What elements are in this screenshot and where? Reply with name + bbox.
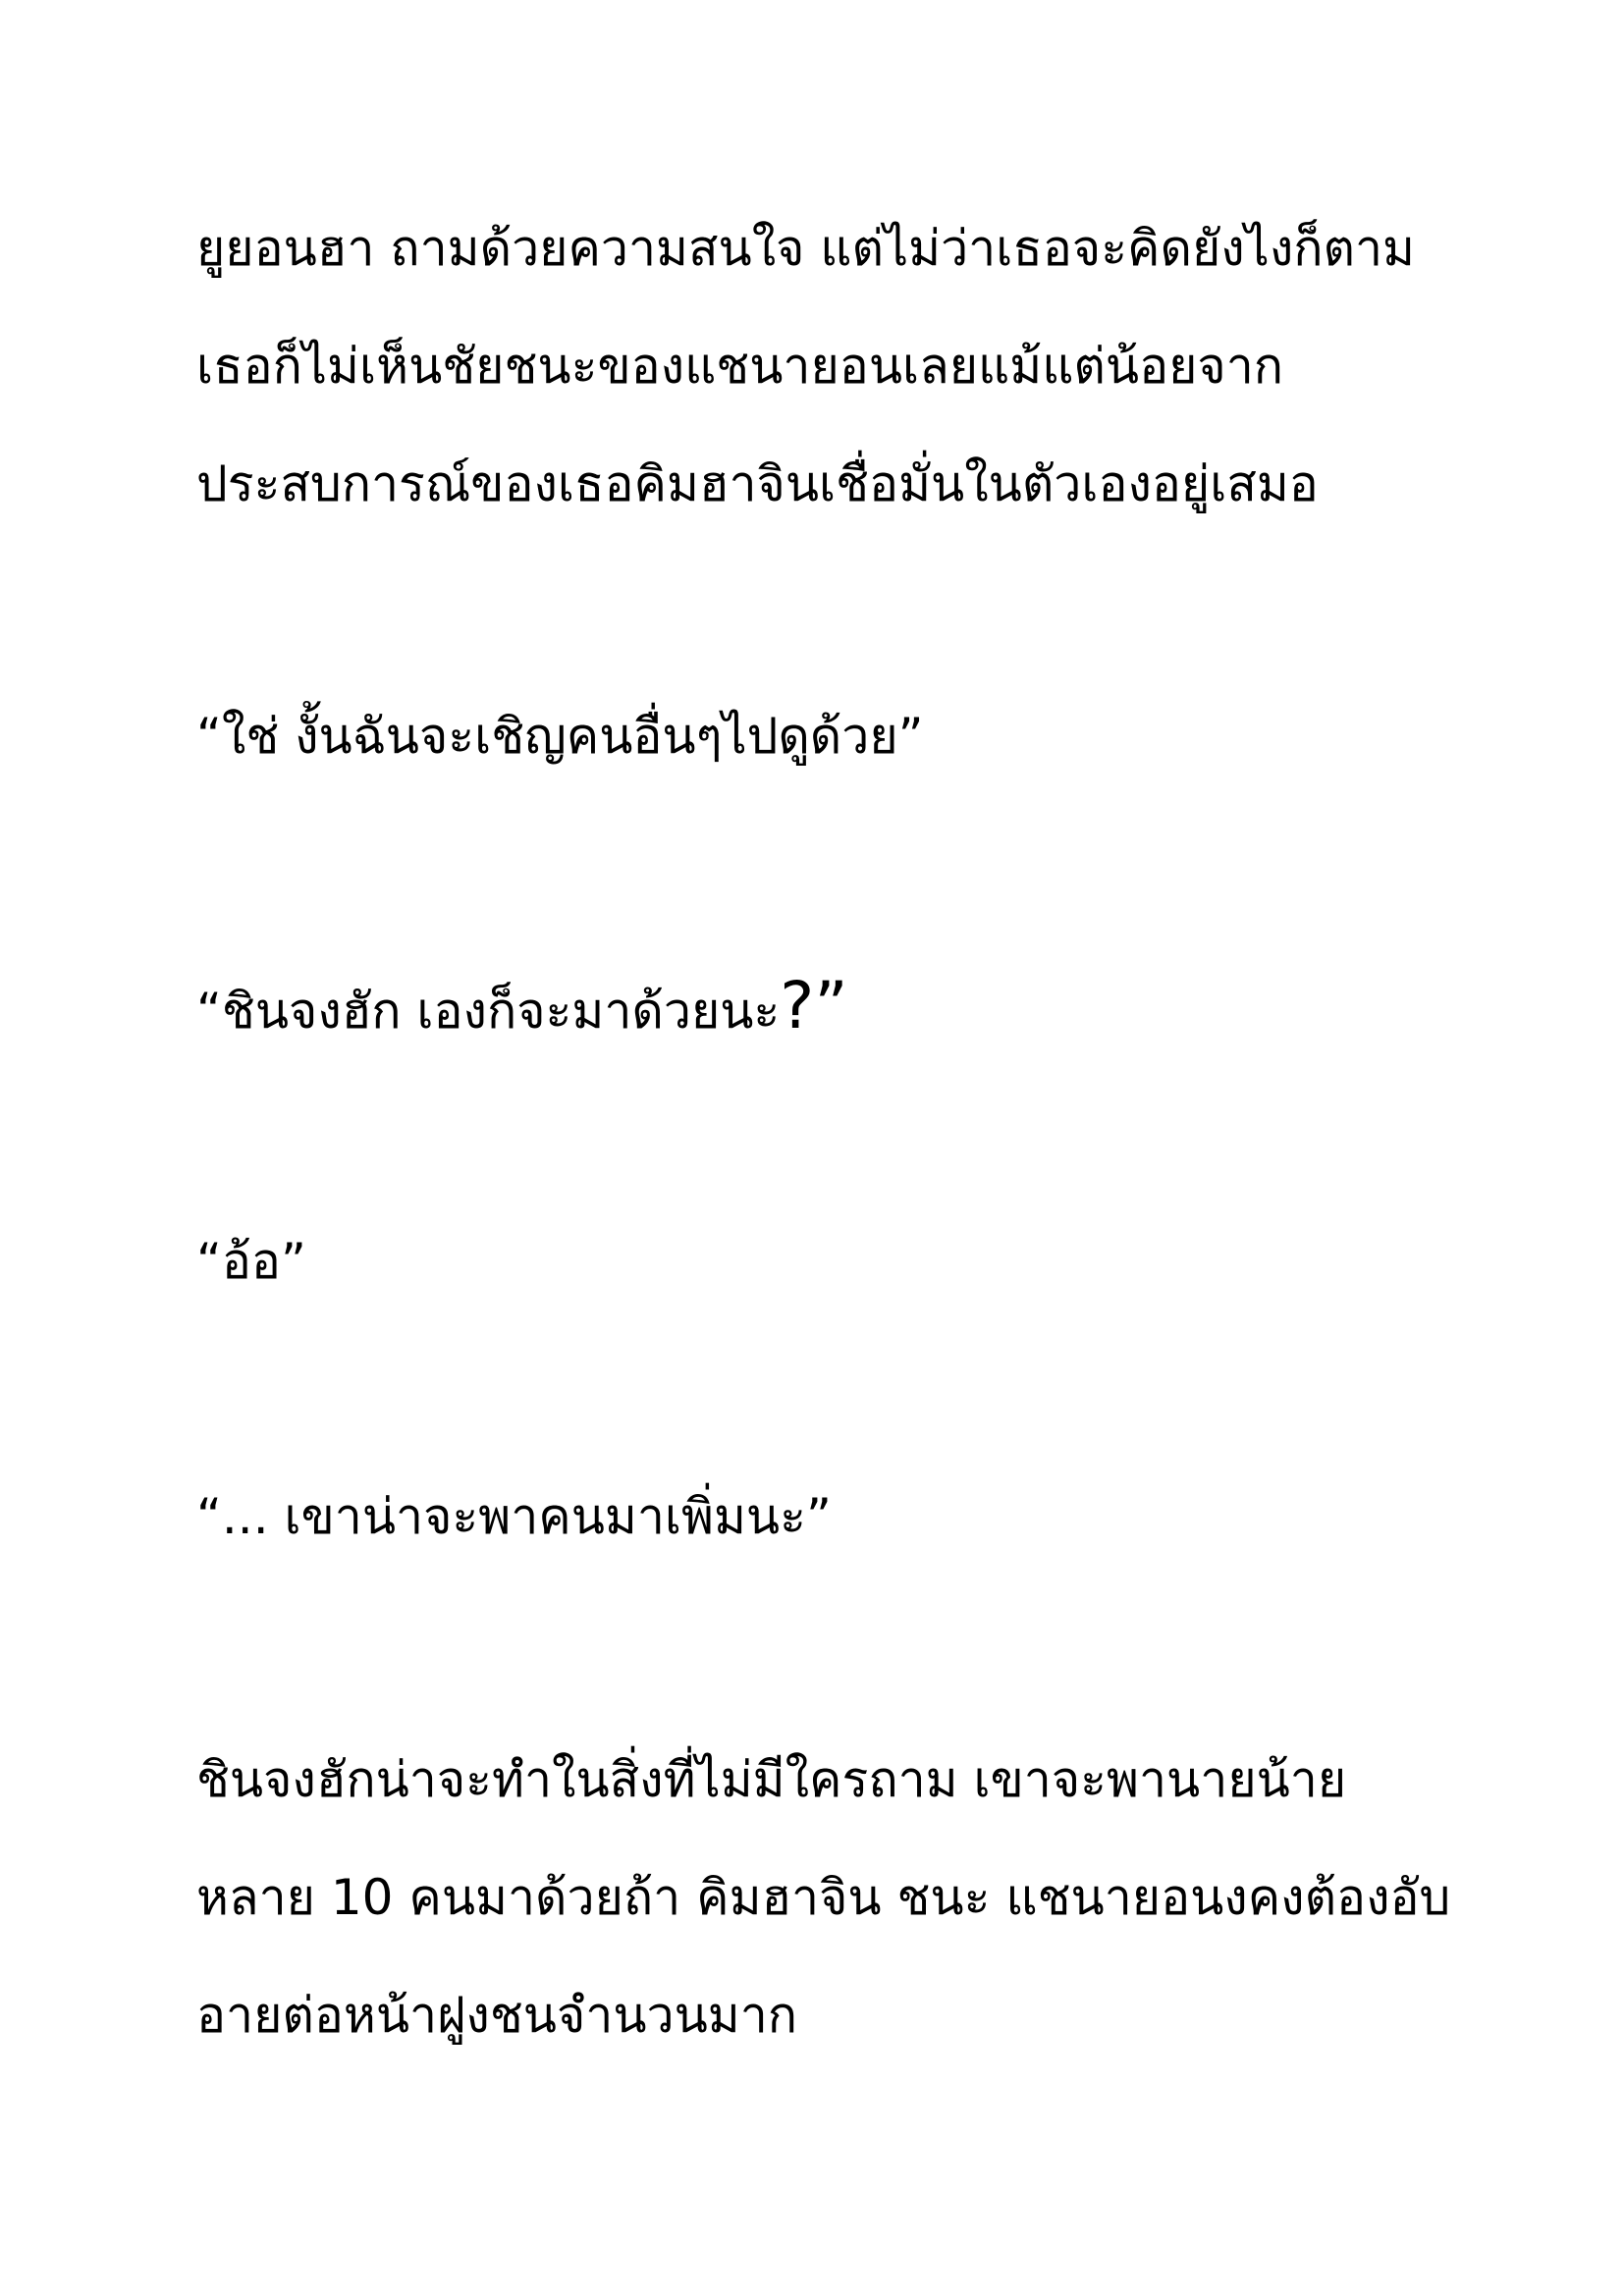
dialogue-line-1: “ใช่ งั้นฉันจะเชิญคนอื่นๆไปดูด้วย” (196, 708, 924, 765)
dialogue-line-4: “... เขาน่าจะพาคนมาเพิ่มนะ” (196, 1488, 832, 1545)
dialogue-line-2-question-mark: ?” (780, 968, 848, 1043)
paragraph-6-line-3: อายต่อหน้าฝูงชนจำนวนมาก (196, 1987, 798, 2044)
dialogue-line-2-text: “ชินจงฮัก เองก็จะมาด้วยนะ (196, 983, 781, 1040)
paragraph-6-line-2: หลาย 10 คนมาด้วยถ้า คิมฮาจิน ชนะ แชนายอนงคงต้องอับ (196, 1869, 1451, 1926)
paragraph-6-line-1: ชินจงฮักน่าจะทำในสิ่งที่ไม่มีใครถาม เขาจะพานายน้าย (196, 1751, 1347, 1808)
paragraph-1-line-2: เธอก็ไม่เห็นชัยชนะของแชนายอนเลยแม้แต่น้อยจาก (196, 338, 1284, 395)
dialogue-line-2 (196, 968, 1473, 1045)
paragraph-1-line-1: ยูยอนฮา ถามด้วยความสนใจ แต่ไม่ว่าเธอจะคิดยังไงก็ตาม (196, 220, 1416, 277)
dialogue-line-3: “อ้อ” (196, 1233, 306, 1290)
paragraph-1-line-3: ประสบการณ์ของเธอคิมฮาจินเชื่อมั่นในตัวเองอยู่เสมอ (196, 455, 1319, 512)
